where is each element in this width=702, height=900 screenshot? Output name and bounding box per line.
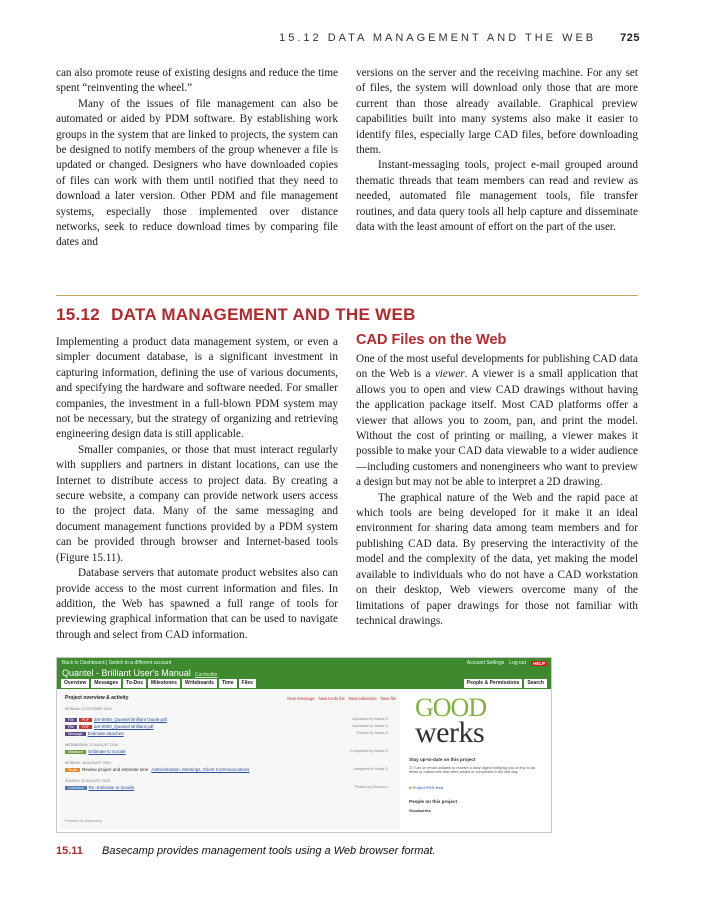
activity-meta: Uploaded by Maria G. bbox=[352, 724, 389, 728]
activity-title[interactable]: ant-0500_Quantel Brilliant.pdf bbox=[93, 724, 154, 729]
top-left-column bbox=[56, 66, 338, 251]
activity-title[interactable]: ant-0500_Quantel Brilliant Guide.pdf bbox=[93, 717, 167, 722]
goodwerks-logo bbox=[415, 695, 507, 751]
rss-feed-link[interactable] bbox=[409, 785, 545, 790]
page-number: 725 bbox=[620, 32, 640, 44]
bottom-left-column bbox=[56, 335, 338, 643]
activity-date: WEDNESDAY, 22 AUGUST 2010 bbox=[65, 743, 119, 747]
activity-type-chip: PDF bbox=[79, 718, 92, 722]
activity-row bbox=[65, 767, 395, 772]
paragraph: Instant-messaging tools, project e-mail grouped around thematic threads that team members can read and review as needed, automated file management tools, file transfer routines, and data query tools all help capture and disseminate data with the least amount of effort on the part of the user. bbox=[356, 159, 638, 234]
new-file-link[interactable]: New file bbox=[380, 696, 396, 701]
activity-row bbox=[65, 724, 395, 729]
activity-type-chip: Message bbox=[65, 732, 86, 736]
activity-meta: Posted by Maria G. bbox=[356, 731, 389, 735]
activity-meta: Assigned to Maria G. bbox=[353, 767, 389, 771]
activity-panel bbox=[60, 691, 400, 829]
term-viewer: viewer bbox=[434, 368, 465, 381]
sidebar bbox=[405, 691, 549, 829]
section-number: 15.12 bbox=[56, 305, 101, 324]
new-todo-link[interactable]: New to-do list bbox=[318, 696, 345, 701]
activity-type-chip: File bbox=[65, 725, 77, 729]
tab-bar bbox=[57, 679, 551, 689]
tab-writeboards[interactable]: Writeboards bbox=[182, 679, 217, 688]
paragraph: Database servers that automate product websites also can provide access to the most current information and files. In addition, the Web has spawned a full range of tools for previewing graphical information that can be used to navigate through and select from CAD information. bbox=[56, 567, 338, 641]
figure-basecamp-screenshot bbox=[56, 657, 552, 833]
new-milestone-link[interactable]: New milestone bbox=[348, 696, 377, 701]
running-head-section: 15.12 DATA MANAGEMENT AND THE WEB bbox=[279, 32, 597, 44]
activity-meta: Posted by Monica L. bbox=[354, 785, 389, 789]
tab-people-permissions[interactable]: People & Permissions bbox=[464, 679, 523, 688]
dashboard-links[interactable]: Back to Dashboard | Switch to a different account bbox=[62, 660, 172, 666]
top-right-column bbox=[356, 66, 638, 235]
panel-links bbox=[287, 696, 396, 701]
tab-search[interactable]: Search bbox=[524, 679, 547, 688]
activity-title[interactable]: Estimate to Goode bbox=[88, 749, 126, 754]
tab-messages[interactable]: Messages bbox=[91, 679, 121, 688]
paragraph: Many of the issues of file management can also be automated or aided by PDM software. By establishing work groups in the system that are linked to projects, the system can be designed to notify members of the group whenever a file is updated or changed. Designers who have downloaded copies of files can work with them until notified that they need to download a later version. Other PDM and file management systems, especially those implemented over distance networks, seek to reduce download times by comparing file dates and bbox=[56, 97, 338, 249]
app-header bbox=[57, 658, 551, 679]
activity-row bbox=[65, 717, 395, 722]
tabs-right bbox=[464, 679, 547, 688]
rss-label: Project RSS feed bbox=[412, 785, 444, 790]
new-message-link[interactable]: New message bbox=[287, 696, 315, 701]
activity-date: SUNDAY, 22 AUGUST 2010 bbox=[65, 779, 110, 783]
paragraph: can also promote reuse of existing designs and reduce the time spent “reinventing the wheel.” bbox=[56, 67, 338, 95]
logo-werks: werks bbox=[415, 716, 485, 749]
help-badge[interactable]: HELP bbox=[532, 660, 545, 666]
caption-number: 15.11 bbox=[56, 845, 83, 857]
activity-row bbox=[65, 785, 395, 790]
paragraph: One of the most useful developments for publishing CAD data on the Web is a viewer. A viewer is a small application that allows you to open and view CAD drawings without having the application package itself. Most CAD platforms offer a viewer that allows you to zoom, pan, and print the model. Without the cost of printing or mailing, a viewer makes it possible to make your CAD data viewable to a wider audience—including customers and nonengineers who want to preview a design but may not be able to interpret a 2D drawing. bbox=[356, 353, 638, 489]
activity-date: MONDAY, 4 OCTOBER 2010 bbox=[65, 707, 112, 711]
footer-note: Powered by Basecamp bbox=[65, 819, 102, 823]
project-title bbox=[62, 668, 218, 678]
tab-time[interactable]: Time bbox=[219, 679, 237, 688]
tab-files[interactable]: Files bbox=[239, 679, 256, 688]
tab-milestones[interactable]: Milestones bbox=[148, 679, 180, 688]
tab-overview[interactable]: Overview bbox=[61, 679, 89, 688]
paragraph: Implementing a product data management system, or even a simpler document database, is a significant investment in capturing information, defining the use of various documents, and specifying the hardware and software needed. For smaller companies, the investment in a full-blown PDM system may not be necessary, but the strategy of organizing and retrieving engineering design data is still applicable. bbox=[56, 336, 338, 441]
stay-updated-title: Stay up-to-date on this project bbox=[409, 757, 476, 762]
people-title: People on this project bbox=[409, 799, 457, 804]
logo-good: GOOD bbox=[415, 693, 487, 722]
panel-heading: Project overview & activity bbox=[65, 695, 129, 701]
activity-category-link[interactable]: Administration, Meetings, Client Communications bbox=[151, 767, 250, 772]
subsection-heading: CAD Files on the Web bbox=[356, 332, 507, 348]
activity-title[interactable]: Estimate attached bbox=[87, 731, 124, 736]
activity-type-chip: File bbox=[65, 718, 77, 722]
account-settings-link[interactable]: Account Settings bbox=[466, 660, 505, 666]
email-updates-label: Turn on email updates to receive a daily digest notifying you of any to-do items or milestones that were added or completed in the last day. bbox=[409, 766, 536, 774]
bottom-right-column bbox=[356, 352, 638, 629]
activity-type-chip: Comment bbox=[65, 786, 87, 790]
project-title-text: Quantel - Brilliant User's Manual bbox=[62, 668, 191, 678]
people-company[interactable]: Goodwerks bbox=[409, 808, 431, 813]
activity-row bbox=[65, 749, 395, 754]
paragraph: Smaller companies, or those that must interact regularly with suppliers and partners in distant locations, can use the Internet to distribute access to project data. By creating a secure website, a company can provide network users access to the project data. Many of the same messaging and document management functions provided by a PDM system can be provided through browser and Internet-based tools (Figure 15.11). bbox=[56, 443, 338, 564]
section-title: DATA MANAGEMENT AND THE WEB bbox=[111, 305, 416, 324]
activity-row bbox=[65, 731, 395, 736]
paragraph: The graphical nature of the Web and the rapid pace at which tools are being developed for it make it an ideal environment for sharing data among team members and for publishing CAD data. By preserving the interactivity of the model and the complexity of the data, yet making the model available to individuals who do not have a CAD workstation on their desktop, Web viewers overcome many of the limitations of paper drawings for those not familiar with technical drawings. bbox=[356, 491, 638, 627]
logout-link[interactable]: Log out bbox=[509, 660, 526, 666]
activity-type-chip: PDF bbox=[79, 725, 92, 729]
account-links bbox=[467, 660, 547, 666]
activity-title[interactable]: Review project and estimate time bbox=[82, 767, 149, 772]
figure-caption bbox=[56, 845, 436, 857]
section-divider bbox=[56, 295, 638, 296]
project-subtitle[interactable]: Cambaltte bbox=[194, 672, 218, 678]
activity-meta: Uploaded by Maria G. bbox=[352, 717, 389, 721]
email-updates-text[interactable] bbox=[409, 765, 545, 774]
activity-type-chip: Milestone bbox=[65, 750, 86, 754]
activity-date: MONDAY, 16 AUGUST 2010 bbox=[65, 761, 111, 765]
paragraph: versions on the server and the receiving machine. For any set of files, the system will download only those that are more current than those already available. Graphical preview capabilities built into many systems also make it easier to identify files, especially large CAD files, before downloading them. bbox=[356, 67, 638, 157]
activity-title[interactable]: Re: Estimate to Goode bbox=[88, 785, 135, 790]
running-head bbox=[0, 32, 640, 44]
activity-meta: Completed by Maria G. bbox=[349, 749, 389, 753]
checkbox-icon[interactable]: ☐ bbox=[409, 766, 413, 770]
tab-todos[interactable]: To-Dos bbox=[123, 679, 146, 688]
rss-icon: ■ bbox=[409, 785, 412, 790]
activity-type-chip: To-do bbox=[65, 768, 80, 772]
caption-text: Basecamp provides management tools using a Web browser format. bbox=[101, 845, 436, 857]
section-heading bbox=[56, 305, 416, 325]
